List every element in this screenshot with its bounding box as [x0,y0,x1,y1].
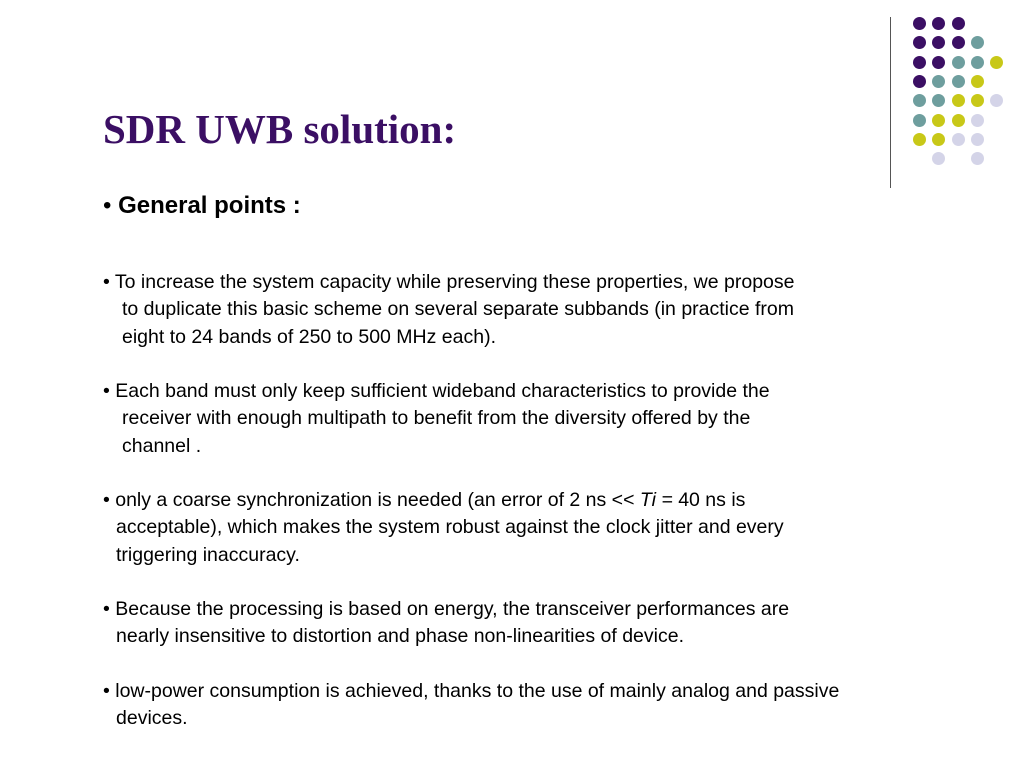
dot-purple [932,17,945,30]
dot-teal [932,94,945,107]
paragraph-line: • Because the processing is based on energy, the transceiver performances are [103,598,790,620]
dot-lavender [932,152,945,165]
dot-yellow [952,114,965,127]
dot-yellow [932,133,945,146]
slide-title: SDR UWB solution: [103,106,457,152]
dot-teal [932,75,945,88]
paragraph-line: • low-power consumption is achieved, thanks to the use of mainly analog and passive [103,680,840,702]
dot-purple [913,36,926,49]
dot-lavender [952,133,965,146]
dot-purple [952,36,965,49]
paragraph-line: to duplicate this basic scheme on several separate subbands (in practice from [122,298,795,321]
dot-lavender [971,133,984,146]
dot-teal [952,56,965,69]
bullet-paragraph-capacity [103,269,983,351]
dot-purple [932,36,945,49]
dot-teal [913,114,926,127]
dot-purple [913,75,926,88]
line-text: 40 ns is [672,489,746,511]
dot-yellow [932,114,945,127]
dot-yellow [913,133,926,146]
dot-yellow [971,94,984,107]
dot-purple [913,56,926,69]
decorative-dot-grid [0,0,1024,200]
dot-lavender [971,114,984,127]
dot-teal [971,56,984,69]
line-text: • only a coarse synchronization is needed (an error of 2 ns << [103,489,640,511]
bullet-paragraph-synchronization [103,487,983,569]
paragraph-line: receiver with enough multipath to benefit from the diversity offered by the [122,407,751,430]
dot-purple [913,17,926,30]
dot-teal [971,36,984,49]
dot-purple [932,56,945,69]
dot-teal [952,75,965,88]
bullet: • [103,192,112,219]
paragraph-line: devices. [116,707,188,730]
bullet-paragraph-wideband [103,378,983,460]
paragraph-line: • Each band must only keep sufficient wideband characteristics to provide the [103,380,770,402]
bullet-paragraph-energy [103,596,983,651]
paragraph-line: triggering inaccuracy. [116,543,300,566]
section-heading-text: General points : [118,192,301,219]
paragraph-line: eight to 24 bands of 250 to 500 MHz each). [122,325,496,348]
vertical-divider [890,17,891,188]
paragraph-line: nearly insensitive to distortion and phase non-linearities of device. [116,625,684,648]
paragraph-line [103,487,983,514]
paragraph-line: channel . [122,434,202,457]
dot-lavender [990,94,1003,107]
dot-yellow [952,94,965,107]
dot-purple [952,17,965,30]
dot-yellow [990,56,1003,69]
bullet-paragraph-low-power [103,678,983,733]
dot-teal [913,94,926,107]
paragraph-line: acceptable), which makes the system robust against the clock jitter and every [116,516,784,539]
section-heading [103,190,301,222]
dot-yellow [971,75,984,88]
ti-variable: Ti = [639,489,673,511]
paragraph-line: • To increase the system capacity while preserving these properties, we propose [103,271,795,293]
dot-lavender [971,152,984,165]
